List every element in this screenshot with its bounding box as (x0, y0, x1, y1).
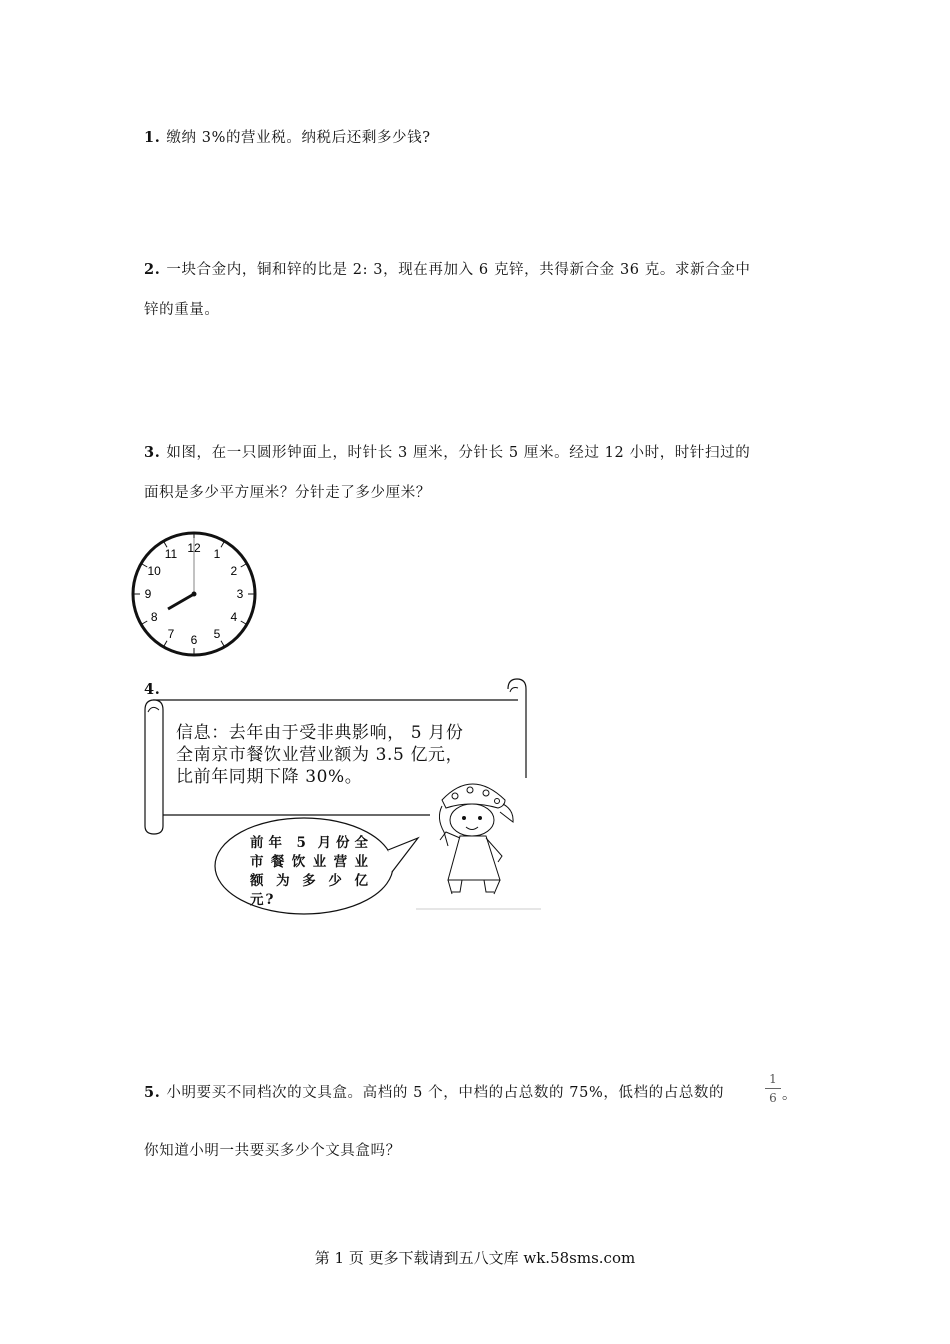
clock-number: 9 (144, 587, 152, 601)
question-text-line-1: 如图，在一只圆形钟面上，时针长 3 厘米，分针长 5 厘米。经过 12 小时，时针扫过的 (166, 445, 751, 461)
page-footer: 第 1 页 更多下载请到五八文库 wk.58sms.com (314, 1249, 636, 1267)
question-number: 2. (144, 261, 161, 278)
clock-number: 6 (190, 633, 198, 647)
bubble-text (250, 834, 370, 910)
clock-number: 12 (187, 541, 201, 555)
question-number: 5. (144, 1084, 161, 1101)
info-line: 信息：去年由于受非典影响， 5 月份 (176, 723, 464, 743)
info-text (176, 722, 463, 788)
clock-number: 1 (213, 547, 221, 562)
scroll-right-roll (508, 679, 526, 778)
question-2-line-2: 锌的重量。 (144, 302, 220, 318)
clock-number: 11 (164, 547, 178, 562)
scroll-right-curl (510, 688, 518, 693)
question-text-line-1: 一块合金内，铜和锌的比是 2: 3，现在再加入 6 克锌，共得新合金 36 克。求新合金中 (166, 262, 751, 278)
clock-number: 7 (167, 626, 175, 641)
clock-number: 2 (230, 564, 238, 578)
question-5 (144, 1083, 724, 1103)
speech-bubble-tail (388, 838, 418, 872)
girl-illustration (416, 784, 541, 909)
fraction-denominator: 6 (769, 1091, 777, 1105)
question-number: 1. (144, 129, 161, 146)
fraction-bar (765, 1088, 781, 1089)
bubble-line: 前年 5 月份全 (250, 835, 370, 851)
fraction-one-sixth (765, 1072, 781, 1105)
scroll-left-roll (145, 700, 163, 834)
question-5-period: 。 (782, 1087, 798, 1103)
clock-number: 5 (213, 626, 221, 641)
fraction-numerator: 1 (769, 1072, 777, 1086)
question-number: 3. (144, 444, 161, 461)
clock-number: 10 (147, 564, 161, 578)
bubble-line: 额为多少亿 (250, 873, 370, 889)
bubble-line: 元? (250, 892, 276, 908)
clock-number: 4 (230, 610, 238, 624)
bubble-line: 市餐饮业营业 (250, 854, 370, 870)
question-text-line-1: 小明要买不同档次的文具盒。高档的 5 个，中档的占总数的 75%，低档的占总数的 (166, 1085, 725, 1101)
clock-number: 3 (236, 587, 244, 601)
question-number: 4. (144, 681, 161, 698)
info-line: 全南京市餐饮业营业额为 3.5 亿元， (176, 745, 464, 765)
clock-number: 8 (150, 610, 158, 624)
question-text: 缴纳 3%的营业税。纳税后还剩多少钱? (166, 130, 431, 146)
question-5-line-2: 你知道小明一共要买多少个文具盒吗？ (144, 1143, 401, 1159)
info-line: 比前年同期下降 30%。 (176, 767, 363, 787)
question-3-line-2: 面积是多少平方厘米？分针走了多少厘米？ (144, 485, 431, 501)
